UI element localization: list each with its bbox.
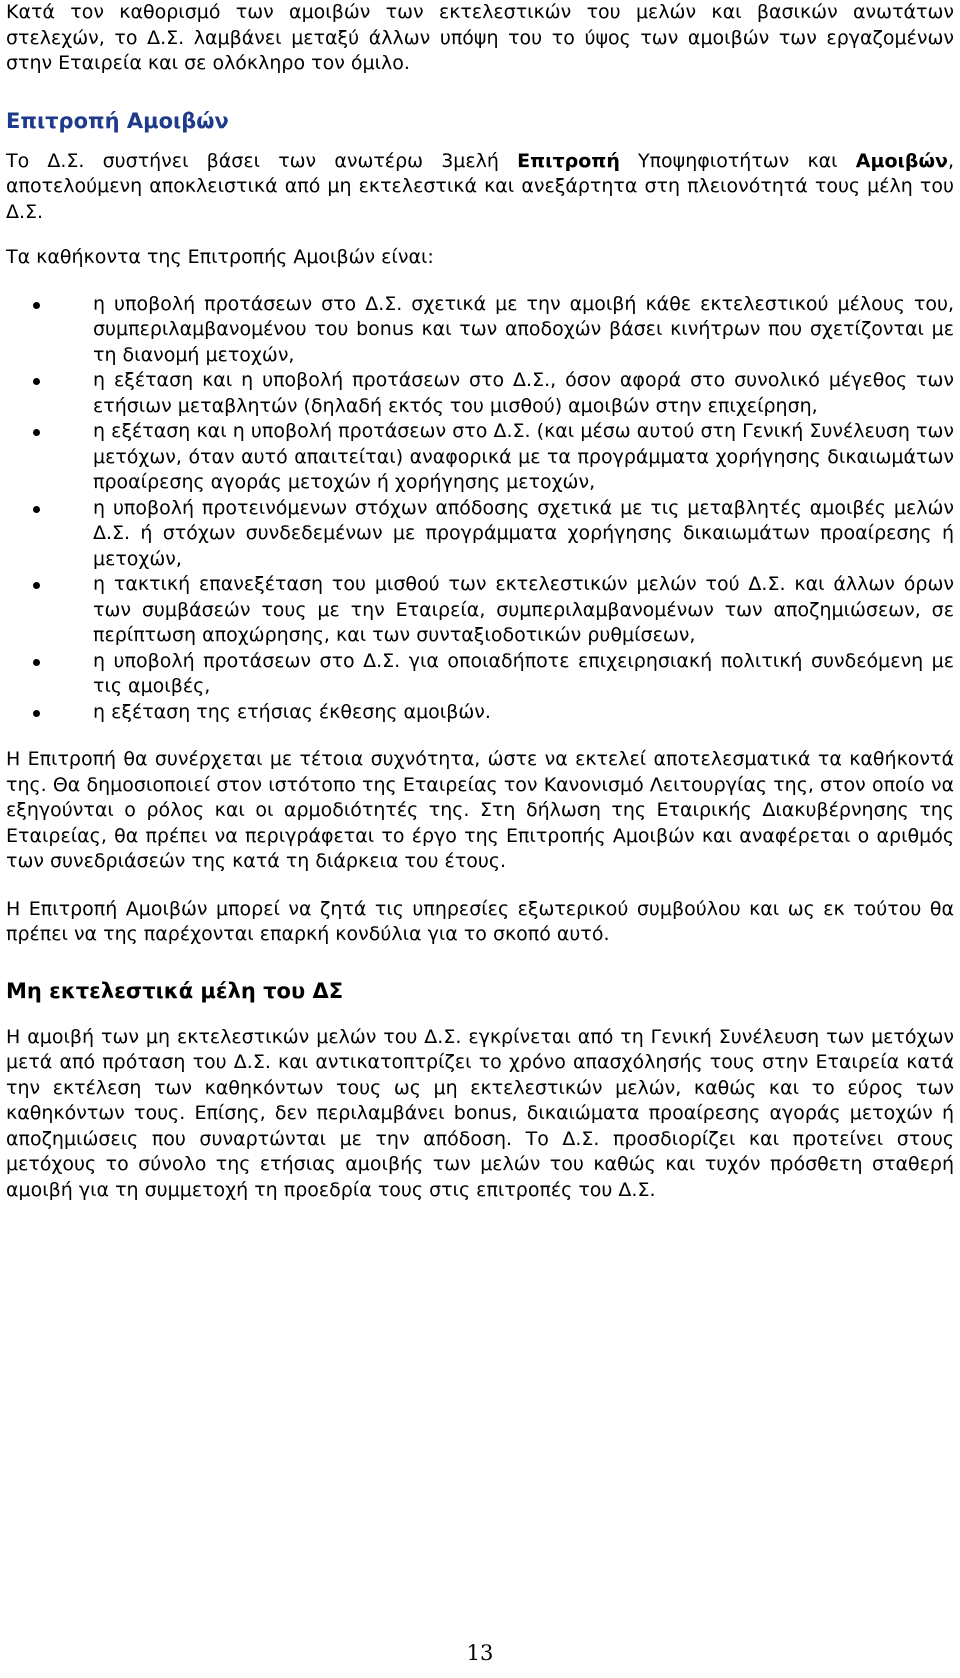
bullet-icon: [33, 582, 40, 589]
text-run: Υποψηφιοτήτων και: [619, 149, 856, 172]
meetings-paragraph: Η Επιτροπή θα συνέρχεται με τέτοια συχνότητα, ώστε να εκτελεί αποτελεσματικά τα καθήκοντά της. Θα δημοσιοποιεί στον ιστότοπο της Εταιρείας τον Κανονισμό Λειτουργίας της, στον οποίο να εξηγούνται ο ρόλος και οι αρμοδιότητές της. Στη δήλωση της Εταιρικής Διακυβέρνησης της Εταιρείας, θα πρέπει να περιγράφεται το έργο της Επιτροπής Αμοιβών και αναφέρεται ο αριθμός των συνεδριάσεών της κατά τη διάρκεια του έτους.: [6, 748, 954, 872]
bullet-icon: [33, 302, 40, 309]
advisors-paragraph: Η Επιτροπή Αμοιβών μπορεί να ζητά τις υπηρεσίες εξωτερικού συμβούλου και ως εκ τούτου θα πρέπει να της παρέχονται επαρκή κονδύλια για το σκοπό αυτό.: [6, 897, 954, 945]
list-item-text: η υποβολή προτεινόμενων στόχων απόδοσης σχετικά με τις μεταβλητές αμοιβές μελών Δ.Σ. ή στόχων συνδεδεμένων με προγράμματα χορήγησης δικαιωμάτων προαίρεσης ή μετοχών,: [93, 496, 954, 570]
list-item: [6, 292, 954, 369]
list-item: [6, 368, 954, 419]
list-item: [6, 496, 954, 573]
text-run: Το Δ.Σ. συστήνει βάσει των ανωτέρω 3μελή: [6, 149, 518, 172]
non-executive-paragraph: Η αμοιβή των μη εκτελεστικών μελών του Δ.Σ. εγκρίνεται από τη Γενική Συνέλευση των μετόχων μετά από πρόταση του Δ.Σ. και αντικατοπτρίζει το χρόνο απασχόλησής τους στην Εταιρεία κατά την εκτέλεση των καθηκόντων τους ως μη εκτελεστικών μελών, καθώς και το εύρος των καθηκόντων τους. Επίσης, δεν περιλαμβάνει bonus, δικαιώματα προαίρεσης αγοράς μετοχών ή αποζημιώσεις που συναρτώνται με την απόδοση. Το Δ.Σ. προσδιορίζει και προτείνει στους μετόχους το σύνολο της ετήσιας αμοιβής των μελών του καθώς και τυχόν πρόσθετη σταθερή αμοιβή για τη συμμετοχή τη προεδρία τους στις επιτροπές του Δ.Σ.: [6, 1025, 954, 1201]
bullet-icon: [33, 659, 40, 666]
intro-paragraph: Κατά τον καθορισμό των αμοιβών των εκτελεστικών του μελών και βασικών ανωτάτων στελεχών, το Δ.Σ. λαμβάνει μεταξύ άλλων υπόψη του το ύψος των αμοιβών των εργαζομένων στην Εταιρεία και σε ολόκληρο τον όμιλο.: [6, 1, 954, 74]
bullet-icon: [33, 506, 40, 513]
list-item-text: η εξέταση και η υποβολή προτάσεων στο Δ.Σ., όσον αφορά στο συνολικό μέγεθος των ετήσιων μεταβλητών (δηλαδή εκτός του μισθού) αμοιβών στην επιχείρηση,: [93, 369, 954, 417]
list-item: [6, 572, 954, 649]
page-content: [6, 0, 954, 1203]
list-item-text: η τακτική επανεξέταση του μισθού των εκτελεστικών μελών τού Δ.Σ. και άλλων όρων των συμβάσεών τους με την Εταιρεία, συμπεριλαμβανομένων των αποζημιώσεων, σε περίπτωση αποχώρησης, και των συνταξιοδοτικών ρυθμίσεων,: [93, 573, 954, 646]
list-item-text: η υποβολή προτάσεων στο Δ.Σ. για οποιαδήποτε επιχειρησιακή πολιτική συνδεόμενη με τις αμοιβές,: [93, 649, 954, 697]
list-item: [6, 419, 954, 496]
committee-composition-paragraph: [6, 149, 954, 226]
bold-text-run: Επιτροπή: [517, 149, 620, 172]
bold-text-run: Αμοιβών: [855, 149, 948, 172]
text-run: , αποτελούμενη αποκλειστικά από μη εκτελεστικά και ανεξάρτητα στη πλειονότητά τους μέλη του Δ.Σ.: [6, 149, 955, 223]
section-heading-non-executive-members: Μη εκτελεστικά μέλη του ΔΣ: [6, 978, 344, 1003]
duties-intro: Τα καθήκοντα της Επιτροπής Αμοιβών είναι:: [6, 246, 434, 268]
bullet-icon: [33, 710, 40, 717]
list-item-text: η υποβολή προτάσεων στο Δ.Σ. σχετικά με την αμοιβή κάθε εκτελεστικού μέλους του, συμπεριλαμβανομένου του bonus και των αποδοχών βάσει κινήτρων που σχετίζονται με τη διανομή μετοχών,: [93, 292, 954, 366]
bullet-icon: [33, 378, 40, 385]
list-item-text: η εξέταση και η υποβολή προτάσεων στο Δ.Σ. (και μέσω αυτού στη Γενική Συνέλευση των μετόχων, όταν αυτό απαιτείται) αναφορικά με τα προγράμματα χορήγησης δικαιωμάτων προαίρεσης αγοράς μετοχών ή χορήγησης μετοχών,: [93, 420, 954, 493]
page-number: 13: [466, 1641, 494, 1665]
bullet-icon: [33, 429, 40, 436]
list-item: [6, 700, 954, 726]
list-item: [6, 649, 954, 700]
section-heading-remuneration-committee: Επιτροπή Αμοιβών: [6, 108, 229, 133]
duties-list: [6, 292, 954, 726]
list-item-text: η εξέταση της ετήσιας έκθεσης αμοιβών.: [93, 700, 491, 723]
